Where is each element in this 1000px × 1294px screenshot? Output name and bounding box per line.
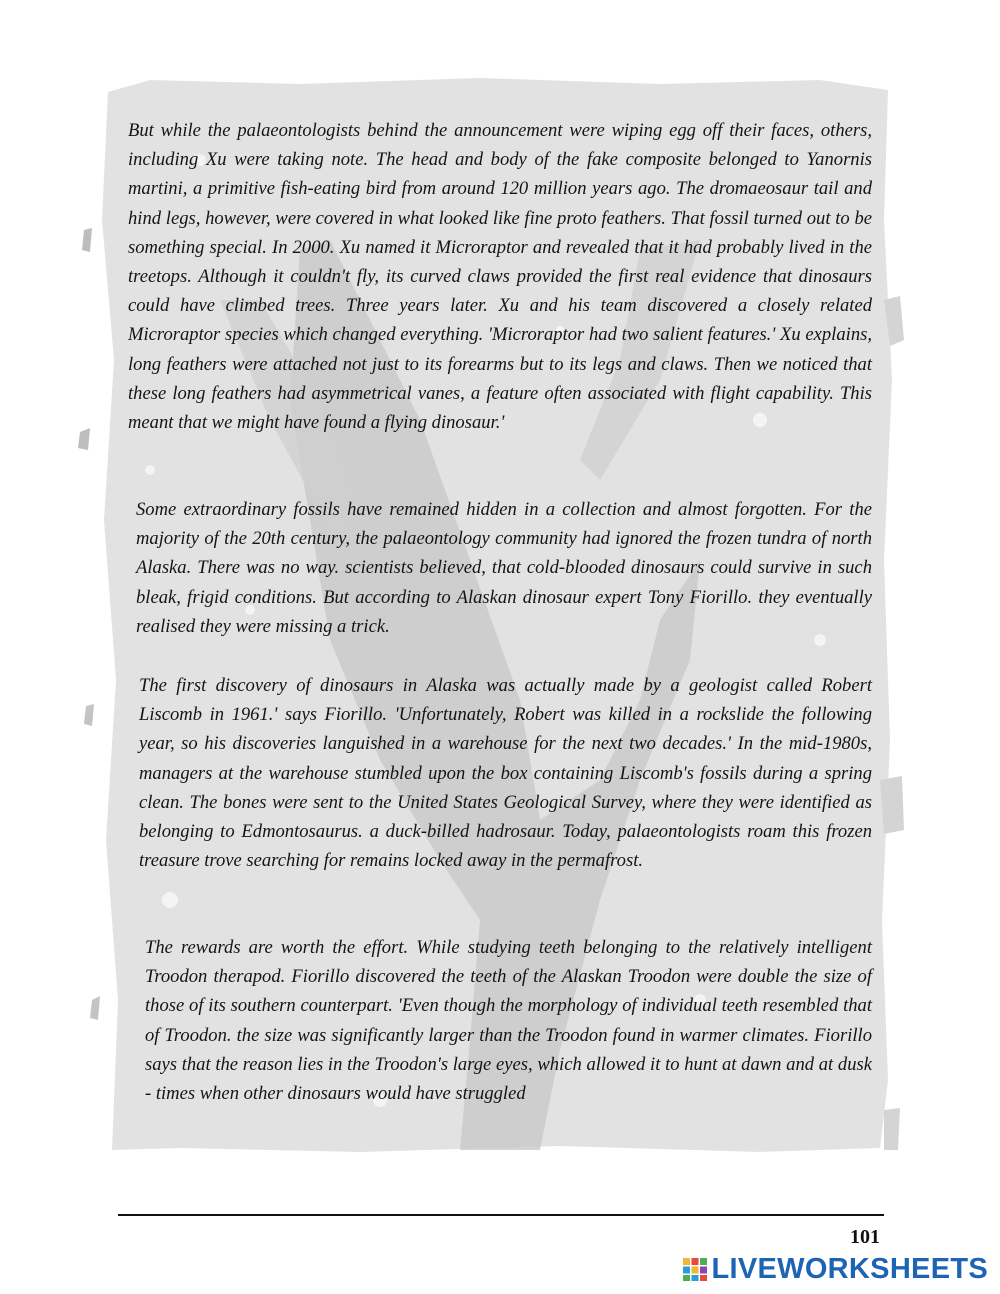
page-number: 101 — [850, 1226, 880, 1248]
liveworksheets-logo-icon — [682, 1256, 708, 1282]
edge-fleck — [78, 428, 90, 450]
paragraph-troodon-teeth: The rewards are worth the effort. While studying teeth belonging to the relatively intelligent Troodon therapod. Fiorillo discovered the teeth of the Alaskan Troodon were double the size of those of its southern counterpart. 'Even though the morphology of individual teeth resembled that of Troodon. the size was significantly larger than the Troodon found in warmer climates. Fiorillo says that the reason lies in the Troodon's large eyes, which allowed it to hunt at dawn and at dusk - times when other dinosaurs would have struggled — [145, 937, 872, 1105]
liveworksheets-wordmark: LIVEWORKSHEETS — [711, 1252, 988, 1285]
edge-drip — [880, 776, 904, 834]
edge-fleck — [82, 228, 92, 252]
paragraph-alaska-tundra: Some extraordinary fossils have remained hidden in a collection and almost forgotten. For the majority of the 20th century, the palaeontology community had ignored the frozen tundra of north Alaska. There was no way. scientists believed, that cold-blooded dinosaurs could survive in such bleak, frigid conditions. But according to Alaskan dinosaur expert Tony Fiorillo. they eventually realised they were missing a trick. — [136, 499, 872, 637]
edge-fleck — [90, 996, 100, 1020]
paragraph-liscomb-discovery: The first discovery of dinosaurs in Alaska was actually made by a geologist called Robert Liscomb in 1961.' says Fiorillo. 'Unfortunately, Robert was killed in a rockslide the following year, so his discoveries languished in a warehouse for the next two decades.' In the mid-1980s, managers at the warehouse stumbled upon the box containing Liscomb's fossils during a spring clean. The bones were sent to the United States Geological Survey, where they were identified as belonging to Edmontosaurus. a duck-billed hadrosaur. Today, palaeontologists roam this frozen treasure trove searching for remains locked away in the permafrost. — [139, 675, 872, 872]
edge-drip — [884, 1108, 900, 1150]
paragraph-microraptor: But while the palaeontologists behind the announcement were wiping egg off their faces, others, including Xu were taking note. The head and body of the fake composite belonged to Yanornis martini, a primitive fish-eating bird from around 120 million years ago. The dromaeosaur tail and hind legs, however, were covered in what looked like fine proto feathers. That fossil turned out to be something special. In 2000. Xu named it Microraptor and revealed that it had probably lived in the treetops. Although it couldn't fly, its curved claws provided the first real evidence that dinosaurs could have climbed trees. Three years later. Xu and his team discovered a closely related Microraptor species which changed everything. 'Microraptor had two salient features.' Xu explains, long feathers were attached not just to its forearms but to its legs and claws. Then we noticed that these long feathers had asymmetrical vanes, a feature often associated with flight capability. This meant that we might have found a flying dinosaur.' — [128, 120, 872, 434]
liveworksheets-brand[interactable] — [682, 1253, 989, 1285]
edge-fleck — [84, 704, 94, 726]
footer-divider — [118, 1214, 884, 1216]
